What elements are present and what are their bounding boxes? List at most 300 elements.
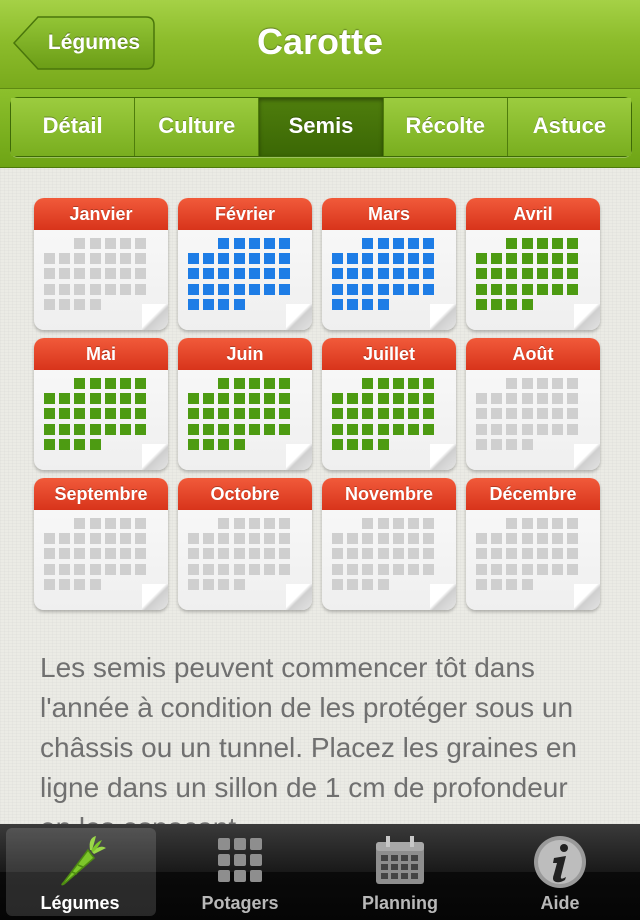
day-cell <box>218 238 229 249</box>
day-cell <box>423 284 434 295</box>
day-cell <box>135 548 146 559</box>
segment-astuce[interactable]: Astuce <box>508 98 631 156</box>
day-cell <box>506 284 517 295</box>
day-cell <box>105 424 116 435</box>
day-cell <box>135 253 146 264</box>
day-cell <box>59 284 70 295</box>
day-cell <box>491 393 502 404</box>
day-cell <box>567 533 578 544</box>
day-cell <box>491 253 502 264</box>
day-cell <box>279 378 290 389</box>
day-cell <box>347 299 358 310</box>
day-cell <box>362 393 373 404</box>
day-cell <box>44 548 55 559</box>
day-cell <box>44 408 55 419</box>
day-cell <box>567 253 578 264</box>
tab-potagers[interactable] <box>160 824 320 920</box>
day-cell <box>347 253 358 264</box>
day-cell <box>378 533 389 544</box>
day-cell <box>249 518 260 529</box>
calendar-icon <box>370 832 430 892</box>
month-days <box>44 238 156 318</box>
day-cell <box>234 439 245 450</box>
segment-semis[interactable]: Semis <box>259 98 383 156</box>
day-cell <box>90 439 101 450</box>
day-cell <box>264 548 275 559</box>
segment-culture[interactable]: Culture <box>135 98 259 156</box>
day-cell <box>59 393 70 404</box>
day-cell <box>90 393 101 404</box>
day-cell <box>135 564 146 575</box>
day-cell <box>362 533 373 544</box>
month-days <box>188 378 300 458</box>
day-cell <box>423 393 434 404</box>
day-cell <box>522 238 533 249</box>
month-label: Octobre <box>178 478 312 510</box>
day-cell <box>120 253 131 264</box>
day-cell <box>234 518 245 529</box>
day-cell <box>393 253 404 264</box>
month-calendar <box>322 338 456 470</box>
day-cell <box>59 533 70 544</box>
day-cell <box>59 424 70 435</box>
day-cell <box>203 299 214 310</box>
day-cell <box>203 268 214 279</box>
day-cell <box>249 424 260 435</box>
day-cell <box>249 268 260 279</box>
segment-bar <box>0 89 640 168</box>
month-calendar <box>322 478 456 610</box>
month-label: Juin <box>178 338 312 370</box>
day-cell <box>218 579 229 590</box>
day-cell <box>423 548 434 559</box>
day-cell <box>332 393 343 404</box>
day-cell <box>378 439 389 450</box>
day-cell <box>135 268 146 279</box>
day-cell <box>203 408 214 419</box>
day-cell <box>362 548 373 559</box>
day-cell <box>567 564 578 575</box>
day-cell <box>393 393 404 404</box>
day-cell <box>44 424 55 435</box>
day-cell <box>537 533 548 544</box>
day-cell <box>74 408 85 419</box>
day-cell <box>264 533 275 544</box>
day-cell <box>567 378 578 389</box>
day-cell <box>393 284 404 295</box>
month-label: Mai <box>34 338 168 370</box>
month-days <box>476 518 588 598</box>
day-cell <box>120 378 131 389</box>
day-cell <box>59 564 70 575</box>
day-cell <box>234 424 245 435</box>
day-cell <box>234 408 245 419</box>
day-cell <box>74 564 85 575</box>
month-days <box>44 378 156 458</box>
day-cell <box>332 408 343 419</box>
day-cell <box>120 564 131 575</box>
month-label: Septembre <box>34 478 168 510</box>
day-cell <box>203 548 214 559</box>
day-cell <box>506 238 517 249</box>
day-cell <box>264 238 275 249</box>
day-cell <box>264 518 275 529</box>
day-cell <box>264 408 275 419</box>
day-cell <box>522 439 533 450</box>
day-cell <box>74 533 85 544</box>
day-cell <box>506 268 517 279</box>
day-cell <box>218 253 229 264</box>
day-cell <box>378 393 389 404</box>
day-cell <box>332 253 343 264</box>
day-cell <box>423 533 434 544</box>
day-cell <box>393 408 404 419</box>
day-cell <box>332 299 343 310</box>
day-cell <box>347 284 358 295</box>
day-cell <box>90 579 101 590</box>
day-cell <box>135 238 146 249</box>
day-cell <box>90 299 101 310</box>
day-cell <box>203 579 214 590</box>
day-cell <box>234 564 245 575</box>
day-cell <box>332 579 343 590</box>
day-cell <box>567 284 578 295</box>
day-cell <box>188 533 199 544</box>
month-calendar <box>34 338 168 470</box>
day-cell <box>491 284 502 295</box>
month-days <box>332 518 444 598</box>
day-cell <box>332 533 343 544</box>
day-cell <box>522 533 533 544</box>
day-cell <box>423 518 434 529</box>
day-cell <box>393 533 404 544</box>
day-cell <box>120 408 131 419</box>
day-cell <box>491 439 502 450</box>
day-cell <box>59 439 70 450</box>
day-cell <box>234 533 245 544</box>
day-cell <box>362 564 373 575</box>
day-cell <box>279 393 290 404</box>
day-cell <box>552 253 563 264</box>
day-cell <box>506 424 517 435</box>
day-cell <box>537 284 548 295</box>
day-cell <box>218 299 229 310</box>
day-cell <box>506 579 517 590</box>
day-cell <box>522 268 533 279</box>
day-cell <box>476 253 487 264</box>
day-cell <box>362 378 373 389</box>
day-cell <box>362 518 373 529</box>
day-cell <box>218 424 229 435</box>
day-cell <box>378 238 389 249</box>
day-cell <box>476 564 487 575</box>
day-cell <box>44 284 55 295</box>
day-cell <box>408 408 419 419</box>
day-cell <box>44 533 55 544</box>
day-cell <box>332 439 343 450</box>
day-cell <box>59 268 70 279</box>
day-cell <box>552 518 563 529</box>
month-label: Avril <box>466 198 600 230</box>
day-cell <box>362 439 373 450</box>
navigation-bar <box>0 0 640 89</box>
day-cell <box>378 424 389 435</box>
day-cell <box>218 268 229 279</box>
day-cell <box>90 253 101 264</box>
day-cell <box>552 284 563 295</box>
day-cell <box>506 408 517 419</box>
day-cell <box>90 518 101 529</box>
day-cell <box>234 548 245 559</box>
day-cell <box>234 253 245 264</box>
day-cell <box>408 424 419 435</box>
day-cell <box>234 393 245 404</box>
day-cell <box>537 564 548 575</box>
day-cell <box>332 284 343 295</box>
day-cell <box>362 253 373 264</box>
day-cell <box>203 284 214 295</box>
day-cell <box>362 579 373 590</box>
day-cell <box>522 564 533 575</box>
day-cell <box>264 284 275 295</box>
day-cell <box>218 518 229 529</box>
day-cell <box>393 378 404 389</box>
info-icon <box>530 832 590 892</box>
day-cell <box>362 284 373 295</box>
day-cell <box>105 533 116 544</box>
day-cell <box>347 439 358 450</box>
day-cell <box>537 548 548 559</box>
day-cell <box>44 439 55 450</box>
day-cell <box>218 408 229 419</box>
day-cell <box>120 518 131 529</box>
day-cell <box>378 548 389 559</box>
day-cell <box>378 253 389 264</box>
day-cell <box>74 518 85 529</box>
sowing-description: Les semis peuvent commencer tôt dans l'année à condition de les protéger sous un châssis ou un tunnel. Placez les graines en ligne dans un sillon de 1 cm de profondeur <box>40 652 577 803</box>
day-cell <box>74 268 85 279</box>
day-cell <box>491 579 502 590</box>
day-cell <box>249 548 260 559</box>
day-cell <box>188 424 199 435</box>
day-cell <box>537 393 548 404</box>
day-cell <box>476 439 487 450</box>
day-cell <box>378 284 389 295</box>
day-cell <box>234 268 245 279</box>
day-cell <box>90 378 101 389</box>
tab-bar <box>0 824 640 920</box>
day-cell <box>552 393 563 404</box>
day-cell <box>506 533 517 544</box>
day-cell <box>423 424 434 435</box>
day-cell <box>74 299 85 310</box>
day-cell <box>188 579 199 590</box>
day-cell <box>476 393 487 404</box>
day-cell <box>476 424 487 435</box>
month-days <box>332 238 444 318</box>
month-days <box>44 518 156 598</box>
day-cell <box>264 378 275 389</box>
tab-planning[interactable] <box>320 824 480 920</box>
day-cell <box>506 253 517 264</box>
day-cell <box>347 579 358 590</box>
day-cell <box>135 408 146 419</box>
back-button[interactable] <box>12 15 156 71</box>
day-cell <box>567 408 578 419</box>
day-cell <box>522 253 533 264</box>
day-cell <box>522 284 533 295</box>
day-cell <box>347 393 358 404</box>
day-cell <box>506 564 517 575</box>
day-cell <box>491 564 502 575</box>
day-cell <box>120 424 131 435</box>
day-cell <box>188 253 199 264</box>
day-cell <box>393 238 404 249</box>
tab-legumes[interactable] <box>0 824 160 920</box>
month-calendar <box>34 198 168 330</box>
day-cell <box>362 424 373 435</box>
day-cell <box>44 299 55 310</box>
day-cell <box>347 408 358 419</box>
tab-potagers-label: Potagers <box>201 893 279 913</box>
day-cell <box>105 564 116 575</box>
day-cell <box>90 238 101 249</box>
day-cell <box>264 253 275 264</box>
day-cell <box>249 533 260 544</box>
day-cell <box>105 393 116 404</box>
day-cell <box>218 564 229 575</box>
tab-aide[interactable] <box>480 824 640 920</box>
tab-planning-label: Planning <box>362 893 438 913</box>
day-cell <box>362 299 373 310</box>
day-cell <box>90 408 101 419</box>
day-cell <box>522 548 533 559</box>
day-cell <box>44 564 55 575</box>
carrot-icon <box>50 832 110 892</box>
day-cell <box>279 253 290 264</box>
segmented-control <box>10 97 632 157</box>
day-cell <box>44 393 55 404</box>
day-cell <box>188 268 199 279</box>
day-cell <box>522 408 533 419</box>
day-cell <box>279 518 290 529</box>
day-cell <box>393 268 404 279</box>
day-cell <box>567 424 578 435</box>
day-cell <box>59 408 70 419</box>
month-label: Novembre <box>322 478 456 510</box>
day-cell <box>408 378 419 389</box>
day-cell <box>506 518 517 529</box>
day-cell <box>249 564 260 575</box>
day-cell <box>408 253 419 264</box>
day-cell <box>537 408 548 419</box>
day-cell <box>218 393 229 404</box>
day-cell <box>423 564 434 575</box>
day-cell <box>408 548 419 559</box>
day-cell <box>44 579 55 590</box>
day-cell <box>552 564 563 575</box>
day-cell <box>188 284 199 295</box>
day-cell <box>90 268 101 279</box>
day-cell <box>378 299 389 310</box>
day-cell <box>74 393 85 404</box>
day-cell <box>347 564 358 575</box>
day-cell <box>567 518 578 529</box>
content-area[interactable] <box>0 168 640 824</box>
day-cell <box>218 439 229 450</box>
day-cell <box>279 238 290 249</box>
day-cell <box>408 393 419 404</box>
day-cell <box>552 533 563 544</box>
day-cell <box>491 533 502 544</box>
day-cell <box>74 579 85 590</box>
segment-recolte[interactable]: Récolte <box>384 98 508 156</box>
month-label: Février <box>178 198 312 230</box>
day-cell <box>491 408 502 419</box>
day-cell <box>423 253 434 264</box>
day-cell <box>522 299 533 310</box>
month-calendar <box>178 198 312 330</box>
day-cell <box>279 564 290 575</box>
day-cell <box>476 268 487 279</box>
day-cell <box>506 548 517 559</box>
day-cell <box>522 579 533 590</box>
day-cell <box>90 284 101 295</box>
day-cell <box>188 548 199 559</box>
day-cell <box>74 424 85 435</box>
day-cell <box>537 238 548 249</box>
day-cell <box>378 408 389 419</box>
day-cell <box>476 284 487 295</box>
grid-icon <box>210 832 270 892</box>
day-cell <box>408 564 419 575</box>
day-cell <box>120 548 131 559</box>
day-cell <box>74 439 85 450</box>
day-cell <box>362 238 373 249</box>
segment-detail[interactable]: Détail <box>11 98 135 156</box>
day-cell <box>423 238 434 249</box>
day-cell <box>491 299 502 310</box>
day-cell <box>90 564 101 575</box>
day-cell <box>249 408 260 419</box>
day-cell <box>537 378 548 389</box>
back-button-label: Légumes <box>47 31 141 54</box>
day-cell <box>120 284 131 295</box>
month-calendar <box>178 478 312 610</box>
month-days <box>476 378 588 458</box>
day-cell <box>552 408 563 419</box>
day-cell <box>218 533 229 544</box>
day-cell <box>378 564 389 575</box>
day-cell <box>74 284 85 295</box>
day-cell <box>567 268 578 279</box>
day-cell <box>203 564 214 575</box>
day-cell <box>59 579 70 590</box>
day-cell <box>378 579 389 590</box>
day-cell <box>135 424 146 435</box>
day-cell <box>135 518 146 529</box>
day-cell <box>59 548 70 559</box>
day-cell <box>264 424 275 435</box>
day-cell <box>90 548 101 559</box>
day-cell <box>491 268 502 279</box>
day-cell <box>567 548 578 559</box>
day-cell <box>279 533 290 544</box>
day-cell <box>188 439 199 450</box>
day-cell <box>506 299 517 310</box>
day-cell <box>408 518 419 529</box>
month-calendar <box>466 478 600 610</box>
